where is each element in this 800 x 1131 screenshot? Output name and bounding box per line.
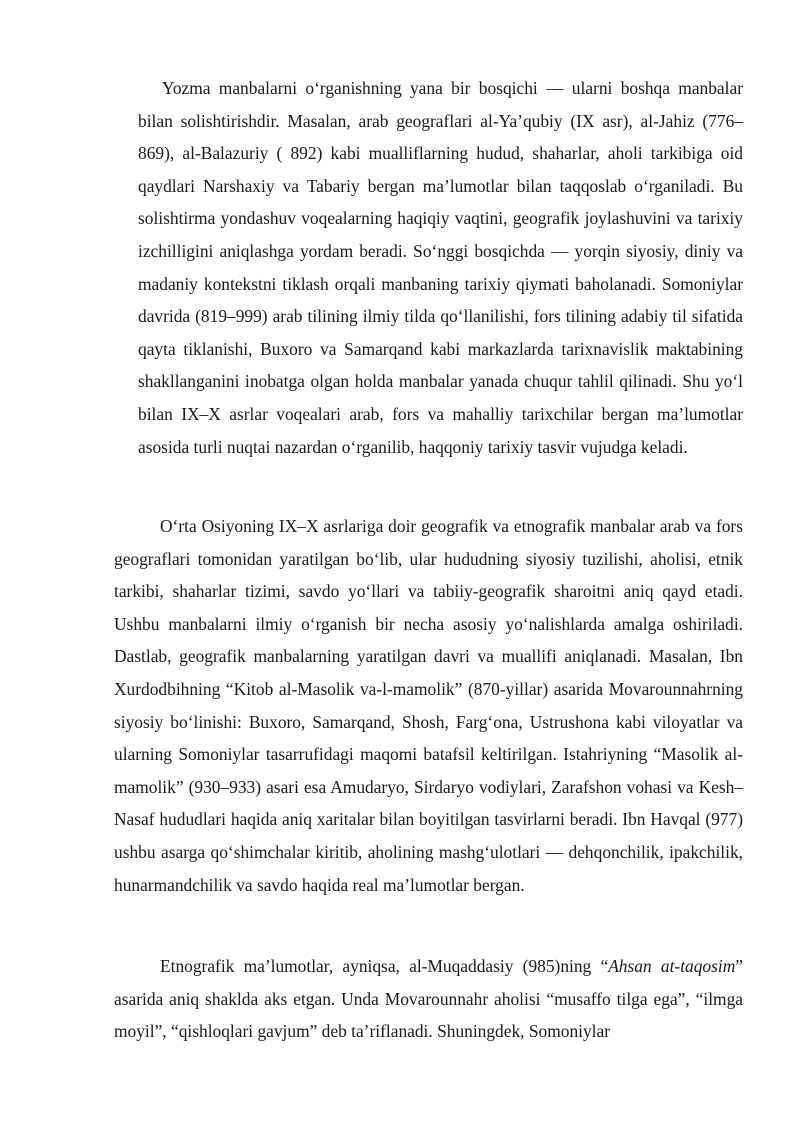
paragraph-3-rest: ” asarida aniq shaklda aks etgan. Unda Movarounnahr aholisi “musaffo tilga ega”, “ilmga moyil”, “qishloqlari gavjum” deb ta’riflanadi. Shuningdek, Somoniylar <box>114 956 744 1042</box>
paragraph-2: O‘rta Osiyoning IX–X asrlariga doir geografik va etnografik manbalar arab va fors geograflari tomonidan yaratilgan bo‘lib, ular hududning siyosiy tuzilishi, aholisi, etnik tarkibi, shaharlar tizimi, savdo yo‘llari va tabiiy-geografik sharoitni aniq qayd etadi. Ushbu manbalarni ilmiy o‘rganish bir necha asosiy yo‘nalishlarda amalga oshiriladi. Dastlab, geografik manbalarning yaratilgan davri va muallifi aniqlanadi. Masalan, Ibn Xurdodbihning “Kitob al-Masolik va-l-mamolik” (870-yillar) asarida Movarounnahrning siyosiy bo‘linishi: Buxoro, Samarqand, Shosh, Farg‘ona, Ustrushona kabi viloyatlar va ularning Somoniylar tasarrufidagi maqomi batafsil keltirilgan. Istahriyning “Masolik al-mamolik” (930–933) asari esa Amudaryo, Sirdaryo vodiylari, Zarafshon vohasi va Kesh–Nasaf hududlari haqida aniq xaritalar bilan boyitilgan tasvirlarni beradi. Ibn Havqal (977) ushbu asarga qo‘shimchalar kiritib, aholining mashg‘ulotlari — dehqonchilik, ipakchilik, hunarmandchilik va savdo haqida real ma’lumotlar bergan. <box>114 516 743 895</box>
paragraph-1: Yozma manbalarni o‘rganishning yana bir bosqichi — ularni boshqa manbalar bilan solishtirishdir. Masalan, arab geograflari al-Ya’qubiy (IX asr), al-Jahiz (776–869), al-Balazuriy ( 892) kabi mualliflarning hudud, shaharlar, aholi tarkibiga oid qaydlari Narshaxiy va Tabariy bergan ma’lumotlar bilan taqqoslab o‘rganiladi. Bu solishtirma yondashuv voqealarning haqiqiy vaqtini, geografik joylashuvini va tarixiy izchilligini aniqlashga yordam beradi. So‘nggi bosqichda — yorqin siyosiy, diniy va madaniy kontekstni tiklash orqali manbaning tarixiy qiymati baholanadi. Somoniylar davrida (819–999) arab tilining ilmiy tilda qo‘llanilishi, fors tilining adabiy til sifatida qayta tiklanishi, Buxoro va Samarqand kabi markazlarda tarixnavislik maktabining shakllanganini inobatga olgan holda manbalar yanada chuqur tahlil qilinadi. Shu yo‘l bilan IX–X asrlar voqealari arab, fors va mahalliy tarixchilar bergan ma’lumotlar asosida turli nuqtai nazardan o‘rganilib, haqqoniy tarixiy tasvir vujudga keladi. <box>138 78 743 457</box>
paragraph-3-lead: Etnografik ma’lumotlar, ayniqsa, al-Muqaddasiy (985)ning “ <box>160 956 609 976</box>
paragraph-3 <box>114 950 743 1048</box>
book-title-ahsan-at-taqosim: Ahsan at-taqosim <box>608 956 736 976</box>
